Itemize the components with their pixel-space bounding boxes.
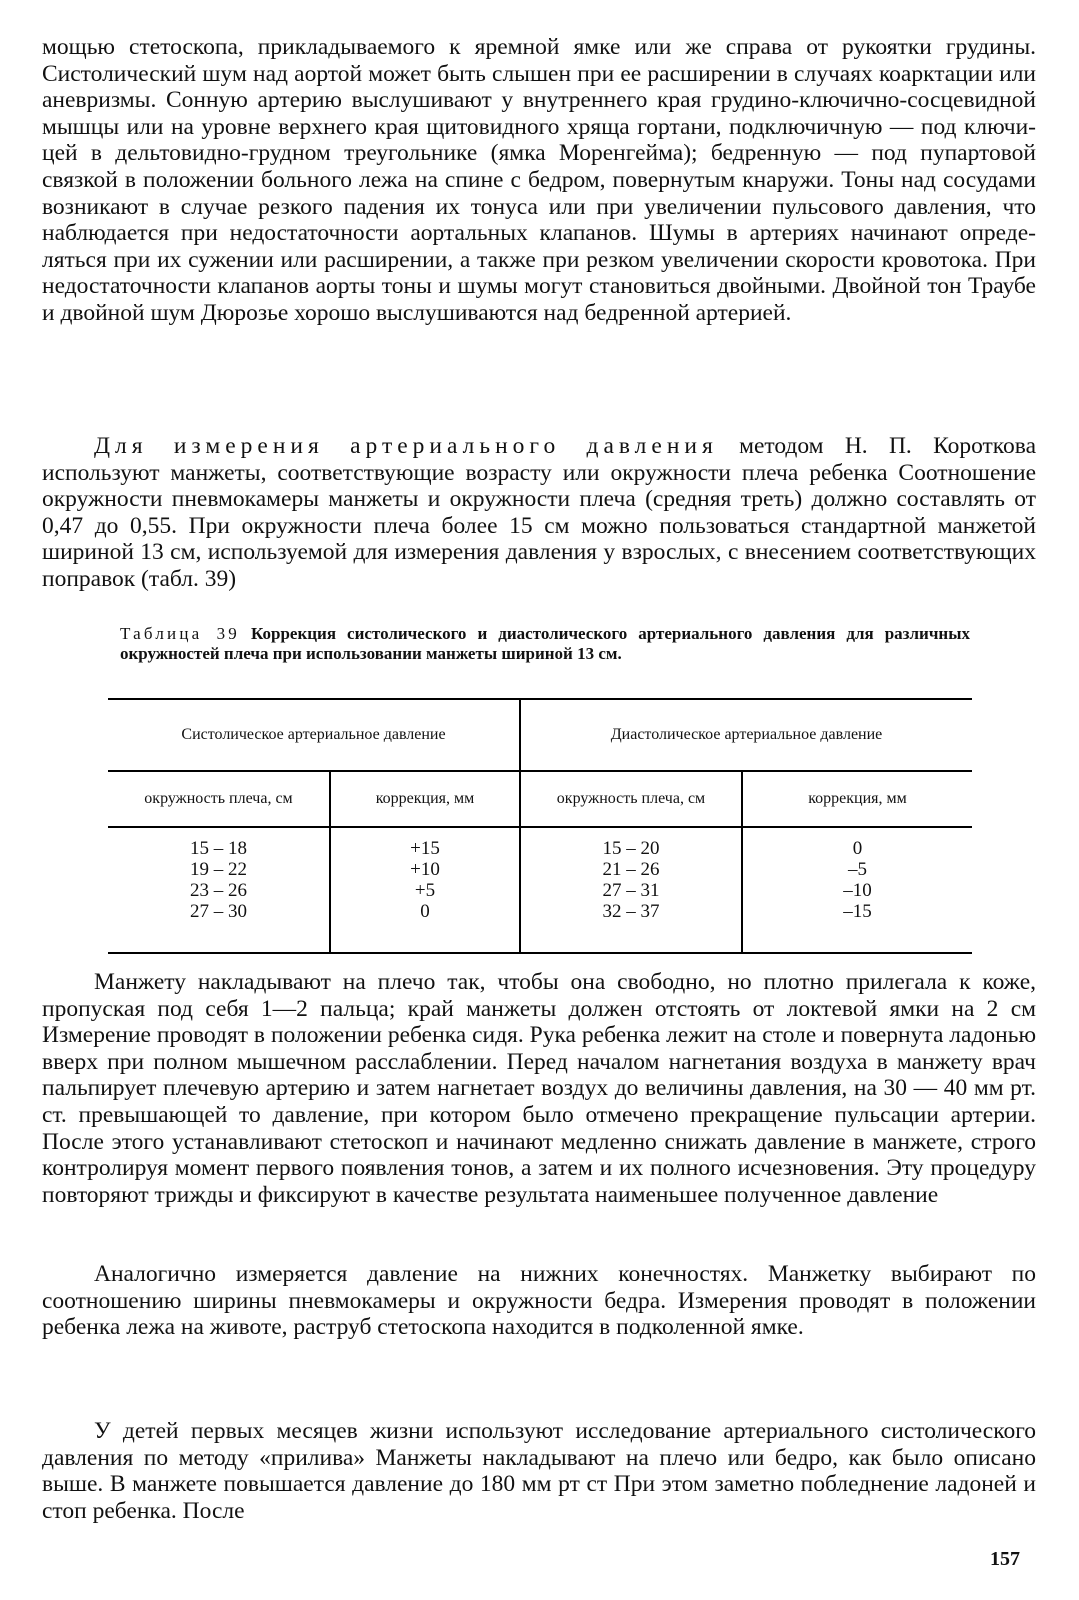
subheader-correction: коррекция, мм bbox=[330, 771, 520, 827]
table-cell: 19 – 22 bbox=[190, 859, 247, 880]
table-caption-text: Коррекция систолического и диастолического артериального давления для различных окружностей плеча при использовании манжеты шириной 13 см. bbox=[120, 624, 970, 663]
header-diastolic: Диастолическое артериальное давление bbox=[520, 699, 972, 771]
table-group-header-row bbox=[108, 699, 972, 771]
subheader-correction: коррекция, мм bbox=[742, 771, 972, 827]
table-caption bbox=[120, 624, 970, 664]
header-systolic: Систолическое артериальное давление bbox=[108, 699, 520, 771]
subheader-circumference: окружность плеча, см bbox=[108, 771, 330, 827]
spaced-emphasis: Для измерения артериального давления bbox=[94, 433, 718, 459]
table-cell: –10 bbox=[843, 880, 872, 901]
table-subheader-row bbox=[108, 771, 972, 827]
table-cell: 21 – 26 bbox=[602, 859, 660, 880]
correction-table bbox=[108, 698, 972, 954]
paragraph-vessel-auscultation: мощью стетоскопа, прикладываемого к яремной ямке или же справа от рукоятки грудины. Систолический шум над аортой может быть слышен при ее расширении в случаях коарктации или аневризмы. Сонную артерию выслушивают у внутреннего края грудино-ключично-сосцевидной мышцы или на уровне верхнего края щитовидного хряща гортани, подключичную — под ключицей в дельтовидно-грудном треугольнике (ямка Моренгейма); бедренную — под пупартовой связкой в положении больного лежа на спине с бедром, повернутым кнаружи. Тоны над сосудами возникают в случае резкого падения их тонуса или при увеличении пульсового давления, что наблюдается при недостаточности аортальных клапанов. Шумы в артериях начинают определяться при их сужении или расширении, а также при резком увеличении скорости кровотока. При недостаточности клапанов аорты тоны и шумы могут становиться двойными. Двойной тон Траубе и двойной шум Дюрозье хорошо выслушиваются над бедренной артерией. bbox=[42, 34, 1036, 326]
column-diastolic-circumference bbox=[520, 827, 742, 953]
table-cell: 27 – 30 bbox=[190, 901, 247, 922]
paragraph-lower-limbs: Аналогично измеряется давление на нижних конечностях. Манжетку выбирают по соотношению ширины пневмокамеры и окружности бедра. Измерения проводят в положении ребенка лежа на животе, раструб стетоскопа находится в подколенной ямке. bbox=[42, 1261, 1036, 1341]
subheader-circumference: окружность плеча, см bbox=[520, 771, 742, 827]
table-cell: 27 – 31 bbox=[602, 880, 660, 901]
paragraph-korotkov-text: методом Н. П. Короткова используют манжеты, соответствующие возрасту или окружности плеча ребенка Соотношение окружности пневмокамеры манжеты и окружности плеча (средняя треть) должно составлять от 0,47 до 0,55. При окружности плеча более 15 см можно пользоваться стандартной манжетой шириной 13 см, используемой для измерения давления у взрослых, с внесением соответствующих поправок (табл. 39) bbox=[42, 433, 1037, 592]
table-cell: 0 bbox=[852, 838, 863, 859]
column-systolic-correction bbox=[330, 827, 520, 953]
table-cell: +10 bbox=[410, 859, 440, 880]
table-cell: 15 – 18 bbox=[190, 838, 247, 859]
table-cell: –15 bbox=[843, 901, 872, 922]
table-cell: 32 – 37 bbox=[602, 901, 660, 922]
column-systolic-circumference bbox=[108, 827, 330, 953]
table-cell: +15 bbox=[410, 838, 440, 859]
table-cell: 23 – 26 bbox=[190, 880, 247, 901]
paragraph-cuff-procedure: Манжету накладывают на плечо так, чтобы она свободно, но плотно прилегала к коже, пропуская под себя 1—2 пальца; край манжеты должен отстоять от локтевой ямки на 2 см Измерение проводят в положении ребенка сидя. Рука ребенка лежит на столе и повернута ладонью вверх при полном мышечном расслаблении. Перед началом нагнетания воздуха в манжету врач пальпирует плечевую артерию и затем нагнетает воздух до величины давления, на 30 — 40 мм рт. ст. превышающей то давление, при котором было отмечено прекращение пульсации артерии. После этого устанавливают стетоскоп и начинают медленно снижать давление в манжете, строго контролируя момент первого появления тонов, а затем и их полного исчезновения. Эту процедуру повторяют трижды и фиксируют в качестве результата наименьшее полученное давление bbox=[42, 969, 1036, 1208]
table-cell: +5 bbox=[414, 880, 436, 901]
table-cell: –5 bbox=[848, 859, 867, 880]
table-cell: 15 – 20 bbox=[602, 838, 660, 859]
table-caption-label: Таблица 39 bbox=[120, 624, 240, 643]
page-number: 157 bbox=[990, 1548, 1020, 1570]
paragraph-infants: У детей первых месяцев жизни используют исследование артериального систолического давления по методу «прилива» Манжеты накладывают на плечо или бедро, как было описано выше. В манжете повышается давление до 180 мм рт ст При этом заметно побледнение ладоней и стоп ребенка. После bbox=[42, 1418, 1036, 1524]
table-cell: 0 bbox=[420, 901, 430, 922]
paragraph-korotkov-method bbox=[42, 433, 1036, 593]
table-body-row bbox=[108, 827, 972, 953]
column-diastolic-correction bbox=[742, 827, 972, 953]
